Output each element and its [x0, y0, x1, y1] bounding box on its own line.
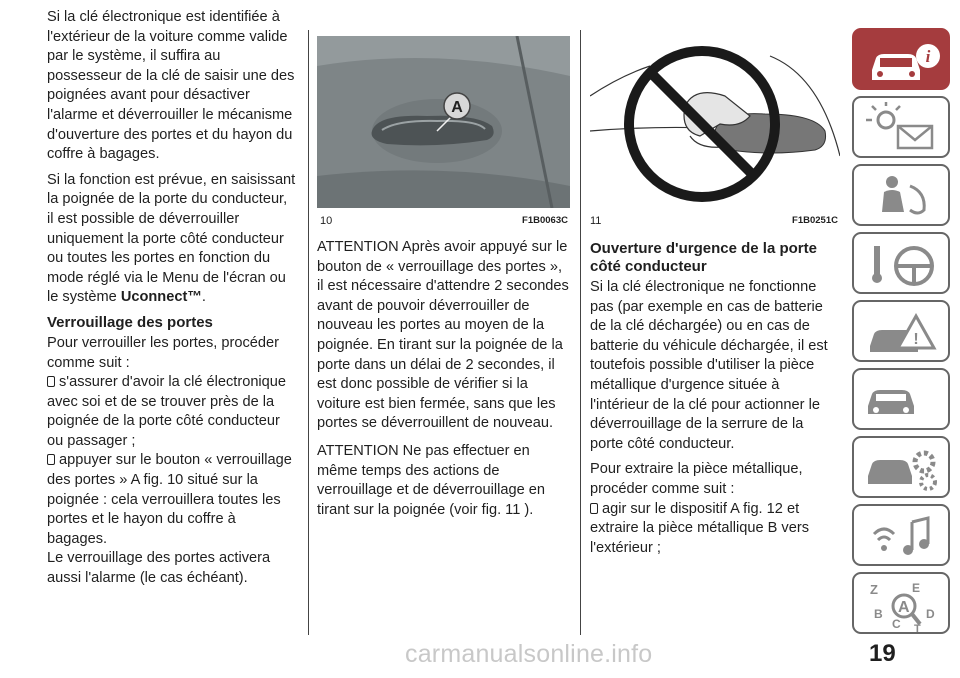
- figure-11-caption: [590, 214, 838, 228]
- paragraph: Si la clé électronique ne fonctionne pas (par exemple en cas de batterie de la clé déchargée) ou en cas de batterie du véhicule déchargée, il est toutefois possible d'utiliser la pièce métallique d'urgence située à l'intérieur de la clé pour actionner le déverrouillage de la serrure de la porte côté conducteur.: [590, 279, 828, 452]
- column-1: [47, 8, 297, 595]
- period: .: [201, 289, 206, 306]
- paragraph: [47, 171, 297, 308]
- svg-text:B: B: [874, 607, 883, 621]
- bullet-text: appuyer sur le bouton « verrouillage des portes » A fig. 10 situé sur la poignée : cela verrouillera toutes les portes et le hayon du coffre à bagages.: [47, 452, 292, 547]
- bullet-item: [47, 373, 297, 451]
- svg-text:!: !: [913, 331, 919, 348]
- tab-index[interactable]: [852, 572, 950, 634]
- dashboard-lights-icon: [854, 98, 952, 160]
- prohibited-action-illustration: [590, 36, 840, 208]
- column-divider: [580, 30, 581, 635]
- tab-safety[interactable]: [852, 164, 950, 226]
- bullet-item: [590, 500, 840, 559]
- warning-car-icon: [854, 302, 952, 364]
- paragraph: Pour verrouiller les portes, procéder comme suit :: [47, 334, 279, 371]
- bullet-item: [47, 451, 297, 549]
- index-icon: [854, 574, 952, 636]
- safety-icon: [854, 166, 952, 228]
- bullet-text: agir sur le dispositif A fig. 12 et extraire la pièce métallique B vers l'extérieur ;: [590, 500, 810, 556]
- watermark: carmanualsonline.info: [405, 640, 653, 668]
- tab-steering[interactable]: [852, 232, 950, 294]
- svg-text:C: C: [892, 617, 901, 631]
- figure-number: 11: [590, 215, 602, 227]
- bullet-icon: [47, 376, 55, 387]
- figure-10-door-handle: [317, 36, 570, 208]
- column-divider: [308, 30, 309, 635]
- section-heading: Ouverture d'urgence de la porte côté conducteur: [590, 240, 817, 275]
- figure-code: F1B0251C: [792, 215, 838, 226]
- paragraph: Si la clé électronique est identifiée à l'extérieur de la voiture comme valide par le système, il suffira au possesseur de la clé de saisir une des poignées avant pour désactiver l'alarme et déverrouiller le mécanisme d'ouverture des portes et du hayon du coffre à bagages.: [47, 9, 295, 163]
- paragraph: Pour extraire la pièce métallique, procéder comme suit :: [590, 461, 803, 497]
- door-handle-illustration: [317, 36, 570, 208]
- paragraph-text: Si la fonction est prévue, en saisissant la poignée de la porte du conducteur, il est possible de déverrouiller uniquement la porte côté conducteur ou toutes les portes en fonction du mode réglé via le Menu de l'écran ou le système: [47, 171, 296, 306]
- tab-technical-data[interactable]: [852, 436, 950, 498]
- tab-maintenance[interactable]: [852, 368, 950, 430]
- warning-paragraph: ATTENTION Ne pas effectuer en même temps des actions de verrouillage et de déverrouillage en tirant sur la poignée (voir fig. 11 ).: [317, 442, 545, 518]
- column-2: [317, 238, 570, 526]
- figure-11-prohibited-action: [590, 36, 840, 208]
- svg-text:T: T: [914, 623, 921, 635]
- steering-wheel-icon: [854, 234, 952, 296]
- svg-text:D: D: [926, 607, 935, 621]
- svg-text:E: E: [912, 581, 921, 595]
- callout-label-a: A: [451, 99, 463, 116]
- section-heading: Verrouillage des portes: [47, 313, 213, 331]
- figure-code: F1B0063C: [522, 215, 568, 226]
- uconnect-brand: Uconnect™: [120, 289, 202, 306]
- warning-paragraph: ATTENTION Après avoir appuyé sur le bouton de « verrouillage des portes », il est nécessaire d'attendre 2 secondes avant de pouvoir déverrouiller de nouveau les portes au moyen de la poignée. En tirant sur la poignée de la porte dans un délai de 2 secondes, il est donc possible de vérifier si la voiture est bien fermée, sans que les portes se déverrouillent de nouveau.: [317, 239, 569, 432]
- paragraph: Le verrouillage des portes activera aussi l'alarme (le cas échéant).: [47, 550, 271, 587]
- tab-multimedia[interactable]: [852, 504, 950, 566]
- bullet-text: s'assurer d'avoir la clé électronique avec soi et de se trouver près de la poignée de la porte côté conducteur ou passager ;: [47, 374, 287, 449]
- bullet-icon: [47, 454, 55, 465]
- technical-data-icon: [854, 438, 952, 500]
- svg-text:Z: Z: [870, 582, 878, 597]
- multimedia-icon: [854, 506, 952, 568]
- car-info-icon: [854, 30, 952, 92]
- page-number: 19: [869, 640, 896, 667]
- svg-text:i: i: [925, 47, 931, 66]
- bullet-icon: [590, 503, 598, 514]
- column-3: [590, 240, 840, 564]
- tab-car-info[interactable]: [852, 28, 950, 90]
- svg-text:A: A: [898, 599, 910, 616]
- figure-number: 10: [320, 215, 333, 227]
- figure-10-caption: [320, 214, 568, 228]
- tab-dashboard-lights[interactable]: [852, 96, 950, 158]
- tab-warning[interactable]: [852, 300, 950, 362]
- maintenance-car-icon: [854, 370, 952, 432]
